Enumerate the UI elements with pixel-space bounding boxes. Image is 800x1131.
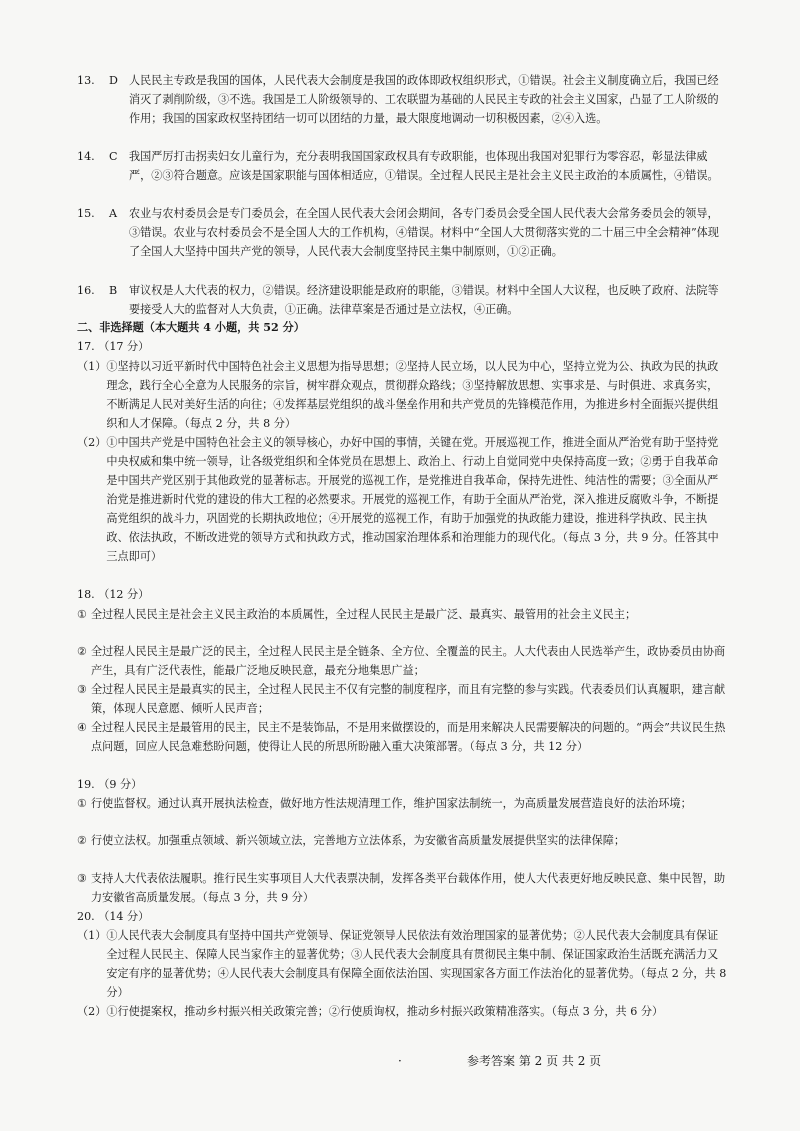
question-19-label: 19. （9 分） bbox=[77, 777, 143, 791]
question-18-label: 18. （12 分） bbox=[77, 588, 150, 602]
answer-letter: D bbox=[109, 74, 118, 88]
question-14 bbox=[77, 147, 727, 185]
question-16 bbox=[77, 281, 727, 319]
part-text: ①坚持以习近平新时代中国特色社会主义思想为指导思想；②坚持人民立场，以人民为中心，坚持立党为公、执政为民的执政理念，践行全心全意为人民服务的宗旨，树牢群众观点，贯彻群众路线；③坚持解放思想、实事求是、与时俱进、求真务实，不断满足人民对美好生活的向往；④发挥基层党组织的战斗堡垒作用和共产党员的先锋模范作用，为推进乡村全面振兴提供组织和人才保障。（每点 2 分，共 8 分） bbox=[106, 359, 719, 430]
section-title: 二、非选择题（本大题共 4 小题，共 52 分） bbox=[77, 321, 305, 335]
question-13 bbox=[77, 71, 727, 128]
question-number: 14. bbox=[77, 150, 95, 164]
question-19-point: ③ 支持人大代表依法履职。推行民生实事项目人大代表票决制，发挥各类平台载体作用，使人大代表更好地反映民意、集中民智，助力安徽省高质量发展。（每点 3 分，共 9 分） bbox=[77, 872, 726, 905]
question-17-part-2 bbox=[77, 433, 727, 566]
answer-letter: B bbox=[109, 283, 118, 297]
footer-dot: · bbox=[398, 1054, 402, 1068]
question-number: 13. bbox=[77, 74, 95, 88]
question-number: 15. bbox=[77, 207, 95, 221]
explanation-text: 农业与农村委员会是专门委员会，在全国人民代表大会闭会期间，各专门委员会受全国人民代表大会常务委员会的领导，③错误。农业与农村委员会不是全国人大的工作机构，④错误。材料中“全国人大贯彻落实党的二十届三中全会精神”体现了全国人大坚持中国共产党的领导，人民代表大会制度坚持民主集中制原则，①②正确。 bbox=[129, 207, 719, 259]
explanation-text: 我国严厉打击拐卖妇女儿童行为，充分表明我国国家政权具有专政职能，也体现出我国对犯罪行为零容忍，彰显法律威严，②③符合题意。应该是国家职能与国体相适应，①错误。全过程人民民主是社会主义民主政治的本质属性，④错误。 bbox=[129, 150, 719, 183]
question-18-point: ④ 全过程人民民主是最管用的民主，民主不是装饰品，不是用来做摆设的，而是用来解决人民需要解决的问题的。“两会”共议民生热点问题，回应人民急难愁盼问题，使得让人民的所思所盼融入重大决策部署。（每点 3 分，共 12 分） bbox=[77, 720, 726, 753]
question-17-part-1 bbox=[77, 357, 727, 433]
question-19-point: ② 行使立法权。加强重点领域、新兴领域立法，完善地方立法体系，为安徽省高质量发展提供坚实的法律保障； bbox=[77, 834, 626, 848]
question-18-point: ② 全过程人民民主是最广泛的民主，全过程人民民主是全链条、全方位、全覆盖的民主。人大代表由人民选举产生，政协委员由协商产生，具有广泛代表性，能最广泛地反映民意，最充分地集思广益； bbox=[77, 645, 726, 678]
footer-page-info: 参考答案 第 2 页 共 2 页 bbox=[467, 1054, 602, 1068]
explanation-text: 审议权是人大代表的权力，②错误。经济建设职能是政府的职能，③错误。材料中全国人大议程，也反映了政府、法院等要接受人大的监督对人大负责，①正确。法律草案是否通过是立法权，④正确。 bbox=[129, 283, 719, 316]
question-19-point: ① 行使监督权。通过认真开展执法检查，做好地方性法规清理工作，维护国家法制统一，为高质量发展营造良好的法治环境； bbox=[77, 796, 692, 810]
part-marker: （2） bbox=[77, 435, 107, 449]
part-text: ①行使提案权，推动乡村振兴相关政策完善；②行使质询权，推动乡村振兴政策精准落实。（每点 3 分，共 6 分） bbox=[106, 1005, 664, 1019]
question-20-part-2 bbox=[77, 1002, 727, 1021]
question-18-point: ③ 全过程人民民主是最真实的民主，全过程人民民主不仅有完整的制度程序，而且有完整的参与实践。代表委员们认真履职，建言献策，体现人民意愿、倾听人民声音； bbox=[77, 682, 726, 715]
explanation-text: 人民民主专政是我国的国体，人民代表大会制度是我国的政体即政权组织形式，①错误。社会主义制度确立后，我国已经消灭了剥削阶级，③不选。我国是工人阶级领导的、工农联盟为基础的人民民主专政的社会主义国家，凸显了工人阶级的作用；我国的国家政权坚持团结一切可以团结的力量，最大限度地调动一切积极因素，②④入选。 bbox=[129, 74, 719, 126]
question-15 bbox=[77, 204, 727, 261]
part-text: ①人民代表大会制度具有坚持中国共产党领导、保证党领导人民依法有效治理国家的显著优势；②人民代表大会制度具有保证全过程人民民主、保障人民当家作主的显著优势；③人民代表大会制度具有贯彻民主集中制、保证国家政治生活既充满活力又安定有序的显著优势；④人民代表大会制度具有保障全面依法治国、实现国家各方面工作法治化的显著优势。（每点 2 分，共 8 分） bbox=[106, 929, 727, 1000]
question-20-part-1 bbox=[77, 926, 727, 1002]
part-marker: （2） bbox=[77, 1005, 107, 1019]
answer-letter: C bbox=[109, 150, 118, 164]
answer-letter: A bbox=[109, 207, 118, 221]
part-text: ①中国共产党是中国特色社会主义的领导核心，办好中国的事情，关键在党。开展巡视工作，推进全面从严治党有助于坚持党中央权威和集中统一领导，让各级党组织和全体党员在思想上、政治上、行动上自觉同党中央保持高度一致；②勇于自我革命是中国共产党区别于其他政党的显著标志。开展党的巡视工作，是党推进自我革命，保持先进性、纯洁性的需要；③全面从严治党是推进新时代党的建设的伟大工程的必然要求。开展党的巡视工作，有助于全面从严治党，深入推进反腐败斗争，不断提高党组织的战斗力，巩固党的长期执政地位；④开展党的巡视工作，有助于加强党的执政能力建设，推进科学执政、民主执政、依法执政，不断改进党的领导方式和执政方式，推动国家治理体系和治理能力的现代化。（每点 3 分，共 9 分。任答其中三点即可） bbox=[106, 435, 719, 563]
question-number: 16. bbox=[77, 283, 95, 297]
question-20-label: 20. （14 分） bbox=[77, 909, 150, 923]
question-18-point: ① 全过程人民民主是社会主义民主政治的本质属性，全过程人民民主是最广泛、最真实、最管用的社会主义民主； bbox=[77, 607, 637, 621]
question-17-label: 17. （17 分） bbox=[77, 340, 150, 354]
part-marker: （1） bbox=[77, 929, 107, 943]
part-marker: （1） bbox=[77, 359, 107, 373]
